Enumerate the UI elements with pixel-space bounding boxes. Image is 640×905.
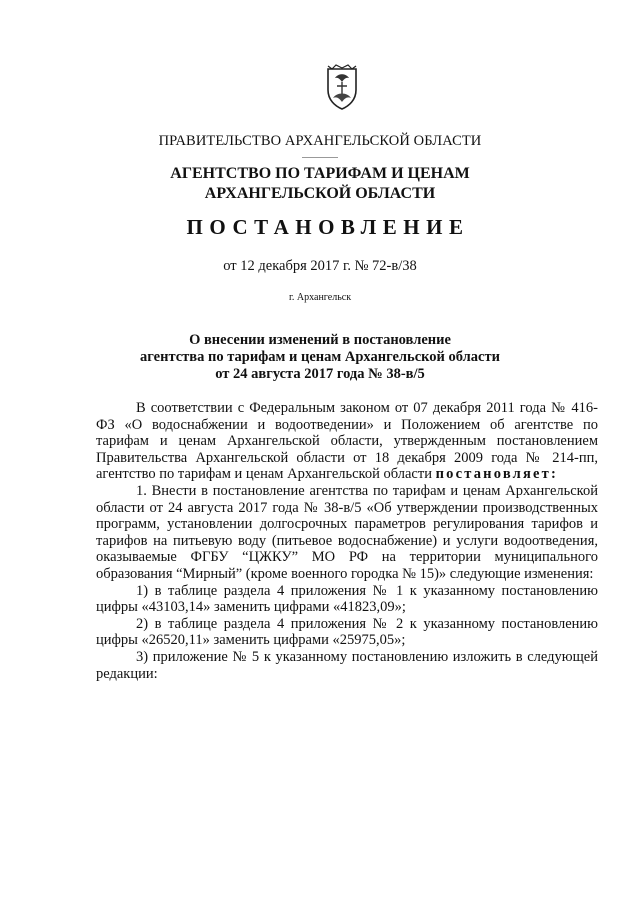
- subitem-2: 2) в таблице раздела 4 приложения № 2 к указанному постановлению цифры «26520,11» заменить цифрами «25975,05»;: [96, 615, 598, 649]
- document-subject: [0, 332, 640, 383]
- intro-verb: постановляет:: [435, 466, 559, 483]
- subject-line1: О внесении изменений в постановление: [189, 332, 451, 348]
- item-1: 1. Внести в постановление агентства по тарифам и ценам Архангельской области от 24 августа 2017 года № 38-в/5 «Об утверждении производственных программ, установлении долгосрочных параметров регулирования тарифов и тарифов на питьевую воду (питьевое водоснабжение) и услуги водоотведения, оказываемые ФГБУ “ЦЖКУ” МО РФ на территории муниципального образования “Мирный” (кроме военного городка № 15)» следующие изменения:: [96, 482, 598, 582]
- intro-paragraph: [96, 400, 598, 483]
- subject-line2: агентства по тарифам и ценам Архангельской области: [140, 349, 500, 365]
- document-type: ПОСТАНОВЛЕНИЕ: [186, 215, 470, 239]
- subitem-1: 1) в таблице раздела 4 приложения № 1 к указанному постановлению цифры «43103,14» заменить цифрами «41823,09»;: [96, 582, 598, 616]
- subject-line3: от 24 августа 2017 года № 38-в/5: [215, 366, 425, 382]
- government-title: ПРАВИТЕЛЬСТВО АРХАНГЕЛЬСКОЙ ОБЛАСТИ: [158, 133, 482, 149]
- city: г. Архангельск: [288, 292, 352, 303]
- subitem-3: 3) приложение № 5 к указанному постановлению изложить в следующей редакции:: [96, 648, 598, 682]
- agency-title-line1: АГЕНТСТВО ПО ТАРИФАМ И ЦЕНАМ: [170, 165, 470, 182]
- agency-title-line2: АРХАНГЕЛЬСКОЙ ОБЛАСТИ: [204, 185, 436, 202]
- agency-title: [0, 164, 640, 204]
- coat-of-arms-icon: [322, 64, 362, 112]
- document-body: [96, 400, 598, 682]
- date-and-number: от 12 декабря 2017 г. № 72-в/38: [223, 258, 417, 274]
- divider: [302, 157, 338, 158]
- intro-text: В соответствии с Федеральным законом от 07 декабря 2011 года № 416-ФЗ «О водоснабжении и водоотведении» и Положением об агентстве по тарифам и ценам Архангельской области, утвержденным постановлением Правительства Архангельской области от 18 декабря 2009 года № 214-пп, агентство по тарифам и ценам Архангельской области: [96, 400, 598, 483]
